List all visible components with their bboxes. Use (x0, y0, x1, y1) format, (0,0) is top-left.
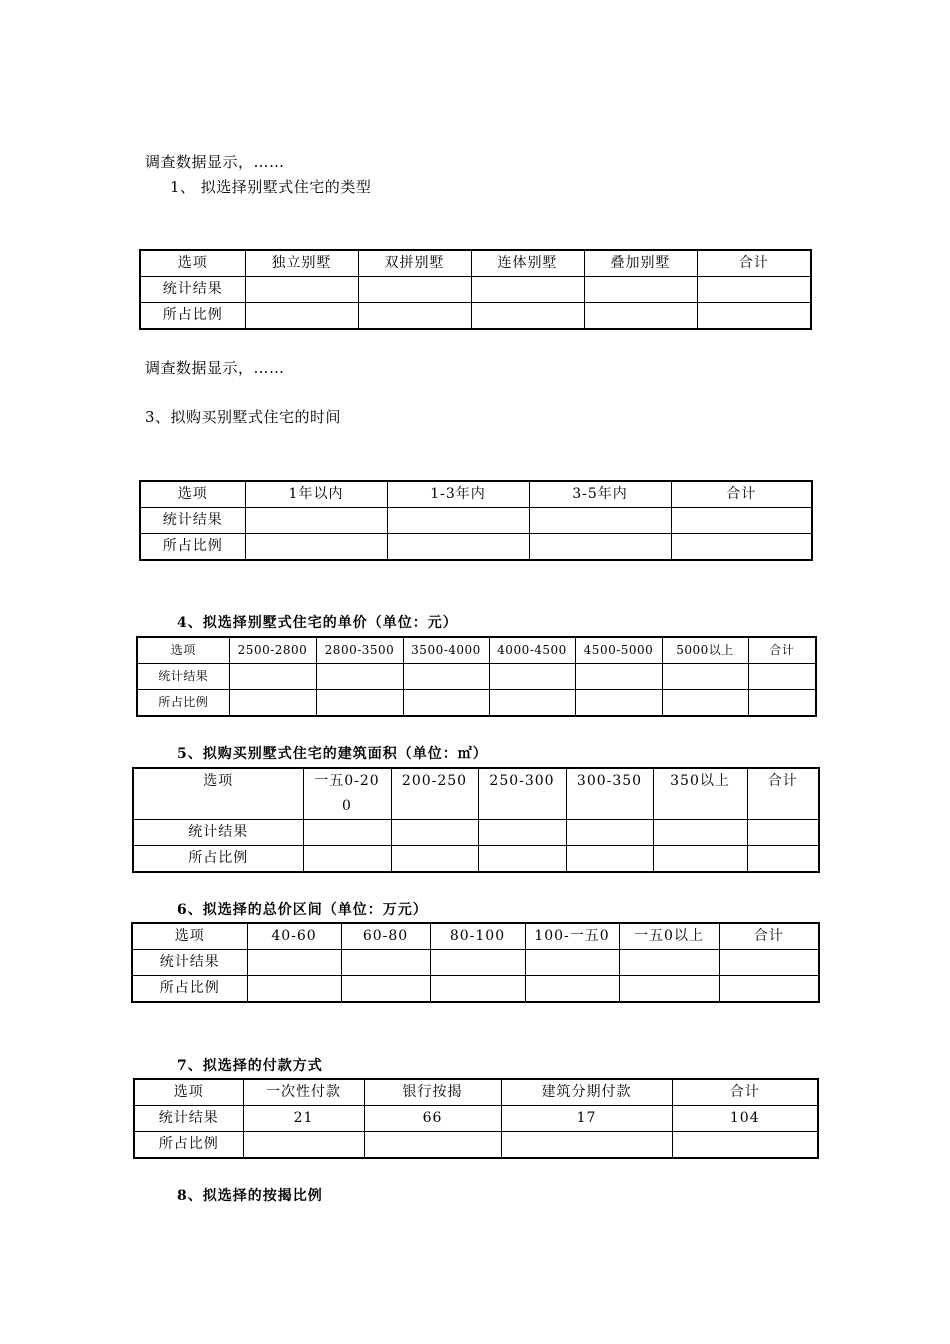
table-cell (403, 690, 489, 717)
table-cell (748, 690, 816, 717)
table-row (132, 950, 819, 976)
table-cell (341, 976, 430, 1003)
table-cell (364, 1132, 501, 1159)
table-row (140, 534, 812, 561)
header-cell: 双拼别墅 (358, 250, 471, 277)
table-cell (471, 277, 584, 303)
row-label-cell: 所占比例 (140, 303, 245, 330)
table-cell (747, 846, 819, 873)
table-cell (575, 664, 662, 690)
header-cell: 合计 (697, 250, 811, 277)
table-cell (430, 950, 525, 976)
question-6-title: 6、拟选择的总价区间（单位：万元） (177, 902, 428, 918)
row-label-cell: 所占比例 (137, 690, 229, 717)
table-row (132, 976, 819, 1003)
header-cell: 合计 (672, 1079, 818, 1106)
table-cell (478, 846, 566, 873)
header-cell: 合计 (719, 923, 819, 950)
intro-text-1: 调查数据显示，…… (145, 153, 285, 171)
header-cell: 合计 (671, 481, 812, 508)
table-header-row (140, 250, 811, 277)
table-row (137, 664, 816, 690)
header-cell: 350以上 (653, 768, 747, 820)
table-cell (489, 664, 575, 690)
table-cell (403, 664, 489, 690)
header-cell: 合计 (747, 768, 819, 820)
header-cell: 连体别墅 (471, 250, 584, 277)
header-cell: 一五0以上 (619, 923, 719, 950)
table-cell (229, 690, 316, 717)
table-row (134, 1132, 818, 1159)
table-row (140, 277, 811, 303)
table-header-row (140, 481, 812, 508)
table-cell (671, 508, 812, 534)
header-cell: 独立别墅 (245, 250, 358, 277)
table-cell (471, 303, 584, 330)
header-cell: 5000以上 (662, 637, 748, 664)
table-cell (719, 950, 819, 976)
table-row (134, 1106, 818, 1132)
table-cell (575, 690, 662, 717)
table-cell (245, 508, 387, 534)
table-cell (245, 277, 358, 303)
table-floor-area (132, 767, 820, 873)
table-cell (391, 820, 478, 846)
row-label-cell: 统计结果 (134, 1106, 243, 1132)
table-row (133, 846, 819, 873)
table-cell (662, 664, 748, 690)
table-cell (391, 846, 478, 873)
table-villa-type (139, 249, 812, 330)
table-cell (303, 820, 391, 846)
table-cell (341, 950, 430, 976)
table-payment-method (133, 1078, 819, 1159)
header-cell: 1-3年内 (387, 481, 529, 508)
table-cell (662, 690, 748, 717)
question-4-title: 4、拟选择别墅式住宅的单价（单位：元） (177, 615, 458, 631)
table-cell: 104 (672, 1106, 818, 1132)
table-cell: 17 (501, 1106, 672, 1132)
table-row (140, 508, 812, 534)
table-cell (247, 976, 341, 1003)
header-cell: 3500-4000 (403, 637, 489, 664)
table-cell (525, 950, 619, 976)
question-5-title: 5、拟购买别墅式住宅的建筑面积（单位：㎡） (177, 746, 488, 762)
header-cell: 2800-3500 (316, 637, 403, 664)
table-cell (653, 820, 747, 846)
header-cell: 4000-4500 (489, 637, 575, 664)
row-label-cell: 统计结果 (140, 508, 245, 534)
table-cell (243, 1132, 364, 1159)
table-cell (387, 508, 529, 534)
header-cell: 1年以内 (245, 481, 387, 508)
row-label-cell: 统计结果 (133, 820, 303, 846)
table-cell (387, 534, 529, 561)
question-1-title: 1、 拟选择别墅式住宅的类型 (170, 178, 372, 196)
row-label-cell: 统计结果 (132, 950, 247, 976)
header-cell: 叠加别墅 (584, 250, 697, 277)
table-cell (748, 664, 816, 690)
table-row (137, 690, 816, 717)
table-cell (245, 534, 387, 561)
table-cell (719, 976, 819, 1003)
table-cell (584, 303, 697, 330)
header-cell: 选项 (137, 637, 229, 664)
table-cell (584, 277, 697, 303)
table-cell: 66 (364, 1106, 501, 1132)
row-label-cell: 所占比例 (134, 1132, 243, 1159)
question-8-title: 8、拟选择的按揭比例 (177, 1188, 323, 1204)
table-cell (671, 534, 812, 561)
header-cell: 60-80 (341, 923, 430, 950)
header-cell: 银行按揭 (364, 1079, 501, 1106)
row-label-cell: 统计结果 (137, 664, 229, 690)
table-cell (619, 976, 719, 1003)
header-cell: 选项 (133, 768, 303, 820)
header-cell: 3-5年内 (529, 481, 671, 508)
intro-text-2: 调查数据显示，…… (145, 359, 285, 377)
table-cell (478, 820, 566, 846)
row-label-cell: 统计结果 (140, 277, 245, 303)
header-cell: 建筑分期付款 (501, 1079, 672, 1106)
header-cell: 选项 (134, 1079, 243, 1106)
table-cell (529, 508, 671, 534)
header-cell: 100-一五0 (525, 923, 619, 950)
table-cell (653, 846, 747, 873)
table-cell (247, 950, 341, 976)
header-cell: 一五0-200 (303, 768, 391, 820)
table-unit-price (136, 636, 817, 717)
header-cell: 2500-2800 (229, 637, 316, 664)
table-cell (501, 1132, 672, 1159)
table-header-row (134, 1079, 818, 1106)
table-cell (303, 846, 391, 873)
table-cell (672, 1132, 818, 1159)
header-cell: 选项 (140, 250, 245, 277)
header-cell: 200-250 (391, 768, 478, 820)
table-cell (566, 820, 653, 846)
table-cell (245, 303, 358, 330)
table-purchase-time (139, 480, 813, 561)
question-3-title: 3、拟购买别墅式住宅的时间 (145, 408, 342, 426)
header-cell: 40-60 (247, 923, 341, 950)
header-cell: 选项 (140, 481, 245, 508)
table-cell (529, 534, 671, 561)
table-header-row (137, 637, 816, 664)
row-label-cell: 所占比例 (132, 976, 247, 1003)
header-cell: 一次性付款 (243, 1079, 364, 1106)
table-row (140, 303, 811, 330)
header-cell: 250-300 (478, 768, 566, 820)
table-cell (747, 820, 819, 846)
header-cell: 80-100 (430, 923, 525, 950)
table-cell (316, 664, 403, 690)
header-cell: 合计 (748, 637, 816, 664)
table-cell (229, 664, 316, 690)
table-cell (316, 690, 403, 717)
table-header-row (132, 923, 819, 950)
table-cell (566, 846, 653, 873)
table-cell (619, 950, 719, 976)
table-cell (430, 976, 525, 1003)
table-cell (525, 976, 619, 1003)
header-cell: 4500-5000 (575, 637, 662, 664)
table-total-price (131, 922, 820, 1003)
row-label-cell: 所占比例 (133, 846, 303, 873)
table-header-row (133, 768, 819, 820)
table-cell: 21 (243, 1106, 364, 1132)
row-label-cell: 所占比例 (140, 534, 245, 561)
table-cell (697, 277, 811, 303)
table-cell (358, 277, 471, 303)
header-cell: 选项 (132, 923, 247, 950)
table-cell (697, 303, 811, 330)
table-cell (358, 303, 471, 330)
question-7-title: 7、拟选择的付款方式 (177, 1058, 323, 1074)
table-row (133, 820, 819, 846)
header-cell: 300-350 (566, 768, 653, 820)
table-cell (489, 690, 575, 717)
